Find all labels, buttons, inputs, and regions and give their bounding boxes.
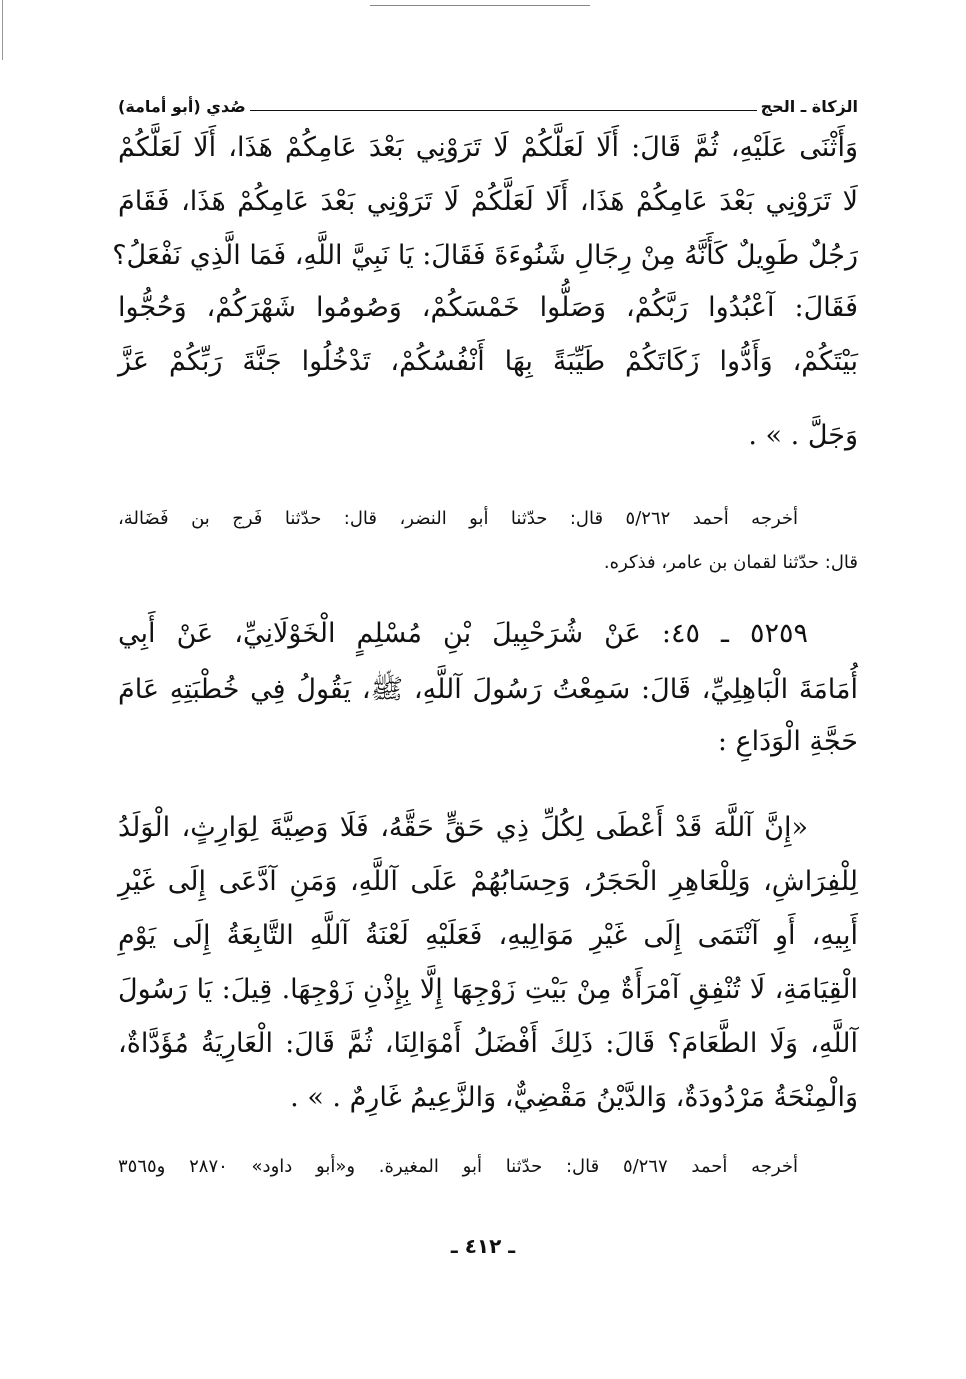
- hadith-number-line: ٥٢٥٩ ـ ٤٥: عَنْ شُرَحْبِيلَ بْنِ مُسْلِمٍ الْخَوْلَانِيِّ، عَنْ أَبِي: [118, 618, 808, 649]
- header-rule: [250, 110, 757, 111]
- header-narrator-title: صُدي (أبو أمامة): [118, 97, 246, 116]
- header-section-title: الزكاة ـ الحج: [760, 97, 858, 116]
- footnote-line: أخرجه أحمد ٥/٢٦٧ قال: حدّثنا أبو المغيرة. و«أبو داود» ٢٨٧٠ و٣٥٦٥: [118, 1156, 799, 1177]
- page-number: ـ ٤١٢ ـ: [450, 1234, 516, 1258]
- text-line: «إِنَّ آللَّهَ قَدْ أَعْطَى لِكُلِّ ذِي حَقٍّ حَقَّهُ، فَلَا وَصِيَّةَ لِوَارِثٍ، الْوَلَدُ: [118, 812, 808, 843]
- scan-top-line: [370, 5, 590, 6]
- text-line: رَجُلٌ طَوِيلٌ كَأَنَّهُ مِنْ رِجَالِ شَنُوءَةَ فَقَالَ: يَا نَبِيَّ اللَّهِ، فَمَا الَّذِي نَفْعَلُ؟: [112, 240, 858, 271]
- text-line: لِلْفِرَاشِ، وَلِلْعَاهِرِ الْحَجَرُ، وَحِسَابُهُمْ عَلَى آللَّهِ، وَمَنِ آدَّعَى إِلَى غَيْرِ: [118, 866, 858, 897]
- footnote-line: أخرجه أحمد ٥/٢٦٢ قال: حدّثنا أبو النضر، قال: حدّثنا فَرج بن فَضَالة،: [118, 508, 799, 529]
- text-line: وَالْمِنْحَةُ مَرْدُودَةٌ، وَالدَّيْنُ مَقْضِيٌّ، وَالزَّعِيمُ غَارِمٌ . » .: [290, 1082, 858, 1113]
- text-line: آللَّهِ، وَلَا الطَّعَامَ؟ قَالَ: ذَلِكَ أَفْضَلُ أَمْوَالِنَا، ثُمَّ قَالَ: الْعَارِيَةُ مُؤَدَّاةٌ،: [118, 1028, 858, 1059]
- text-line: الْقِيَامَةِ، لَا تُنْفِقِ آمْرَأَةٌ مِنْ بَيْتِ زَوْجِهَا إِلَّا بِإِذْنِ زَوْجِهَا. قِيلَ: يَا رَسُولَ: [118, 974, 858, 1005]
- scan-edge-line: [2, 0, 3, 60]
- text-line: وَأَثْنَى عَلَيْهِ، ثُمَّ قَالَ: أَلَا لَعَلَّكُمْ لَا تَرَوْنِي بَعْدَ عَامِكُمْ هَذَا، أَلَا لَعَلَّكُمْ: [118, 132, 858, 163]
- text-line: لَا تَرَوْنِي بَعْدَ عَامِكُمْ هَذَا، أَلَا لَعَلَّكُمْ لَا تَرَوْنِي بَعْدَ عَامِكُمْ هَذَا، فَقَامَ: [118, 186, 858, 217]
- text-line: وَجَلَّ . » .: [748, 420, 858, 451]
- text-line: بَيْتَكُمْ، وَأَدُّوا زَكَاتَكُمْ طَيِّبَةً بِهَا أَنْفُسُكُمْ، تَدْخُلُوا جَنَّةَ رَبِّكُمْ عَزَّ: [118, 346, 858, 377]
- running-header: [118, 88, 858, 116]
- footnote-line: قال: حدّثنا لقمان بن عامر، فذكره.: [603, 552, 858, 573]
- text-line: أَبِيهِ، أَوِ آنْتَمَى إِلَى غَيْرِ مَوَالِيهِ، فَعَلَيْهِ لَعْنَةُ آللَّهِ التَّابِعَةُ إِلَى يَوْمِ: [118, 920, 858, 951]
- text-line: حَجَّةِ الْوَدَاعِ :: [717, 726, 858, 757]
- text-line: فَقَالَ: آعْبُدُوا رَبَّكُمْ، وَصَلُّوا خَمْسَكُمْ، وَصُومُوا شَهْرَكُمْ، وَحُجُّوا: [118, 292, 858, 323]
- text-line: أُمَامَةَ الْبَاهِلِيِّ، قَالَ: سَمِعْتُ رَسُولَ آللَّهِ، ﷺ، يَقُولُ فِي خُطْبَتِهِ عَامَ: [118, 674, 858, 705]
